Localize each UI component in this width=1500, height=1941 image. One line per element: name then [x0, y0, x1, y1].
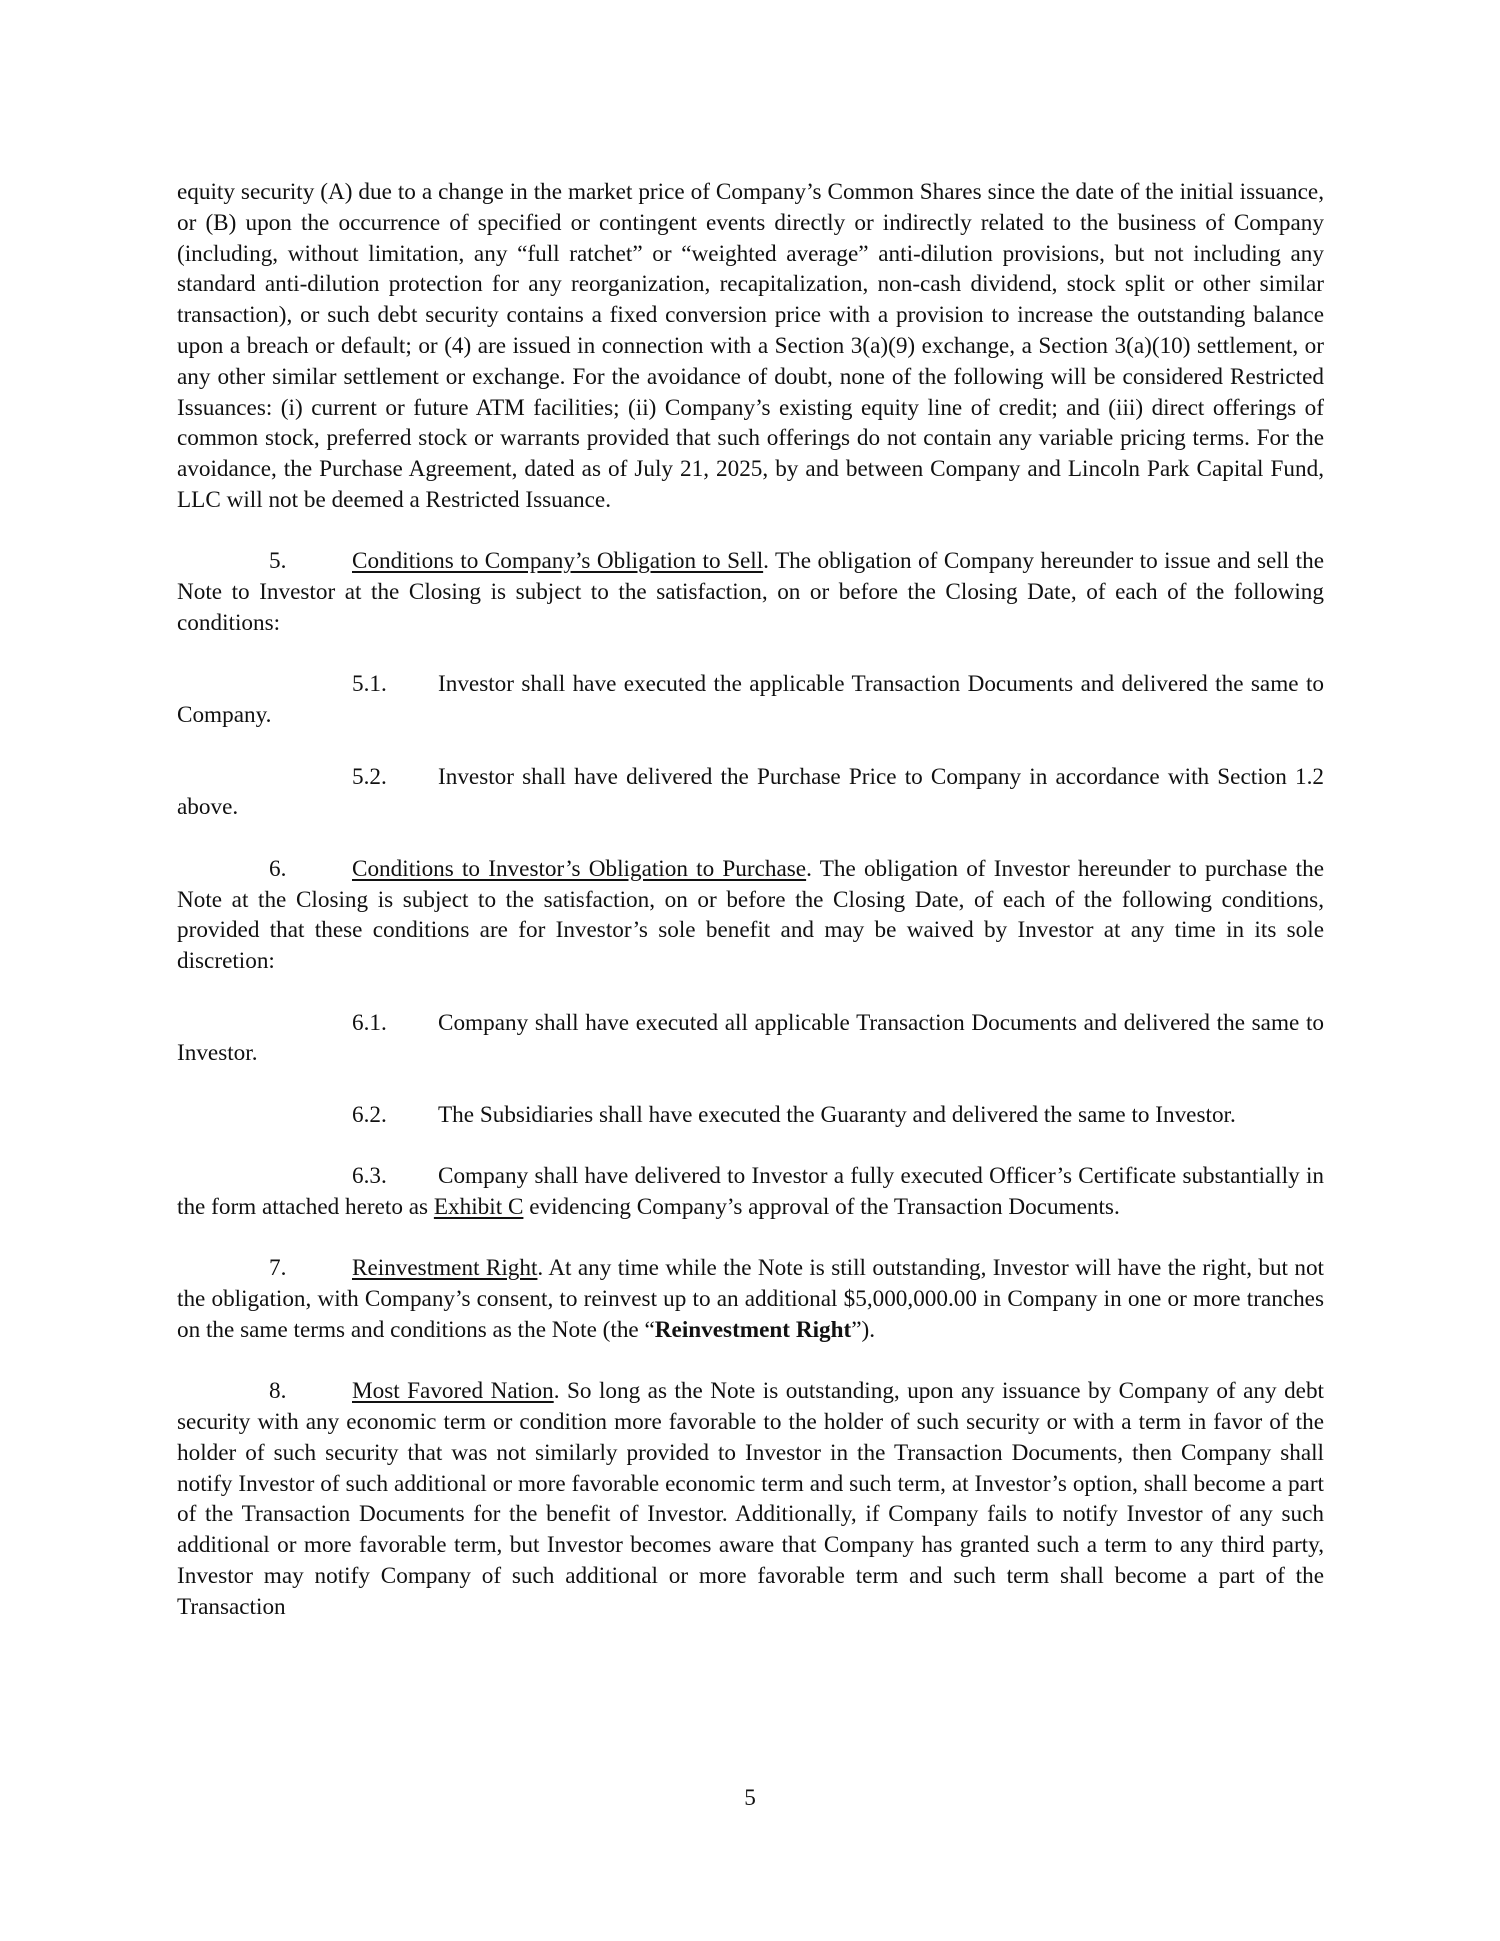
- section-6-1: [177, 1008, 1324, 1070]
- section-heading: Conditions to Investor’s Obligation to Purchase: [352, 855, 807, 882]
- section-5-1: [177, 669, 1324, 731]
- section-5-2: [177, 762, 1324, 824]
- section-8: [177, 1376, 1324, 1622]
- defined-term: Reinvestment Right: [654, 1316, 852, 1343]
- exhibit-reference: Exhibit C: [433, 1193, 524, 1220]
- section-body: . The obligation of Company hereunder to issue and sell the Note to Investor at the Closing is subject to the satisfaction, on or before the Closing Date, of each of the following conditions:: [177, 548, 1324, 636]
- section-heading: Reinvestment Right: [352, 1255, 538, 1282]
- section-number: 8.: [269, 1378, 287, 1405]
- page-number: 5: [744, 1785, 756, 1811]
- subsection-body: Company shall have delivered to Investor a fully executed Officer’s Certificate substantially in the form attached hereto as: [177, 1163, 1324, 1220]
- section-7: [177, 1253, 1324, 1345]
- section-number: 7.: [269, 1255, 287, 1282]
- section-body-end: ”).: [851, 1316, 876, 1343]
- subsection-number: 5.2.: [352, 763, 387, 790]
- document-page: [177, 177, 1324, 1623]
- section-body: . The obligation of Investor hereunder to purchase the Note at the Closing is subject to the satisfaction, on or before the Closing Date, of each of the following conditions, provided that these conditions are for Investor’s sole benefit and may be waived by Investor at any time in its sole discretion:: [177, 855, 1324, 975]
- section-body: . So long as the Note is outstanding, upon any issuance by Company of any debt security with any economic term or condition more favorable to the holder of such security or with a term in favor of the holder of such security that was not similarly provided to Investor in the Transaction Documents, then Company shall notify Investor of such additional or more favorable economic term and such term, at Investor’s option, shall become a part of the Transaction Documents for the benefit of Investor. Additionally, if Company fails to notify Investor of any such additional or more favorable term, but Investor becomes aware that Company has granted such a term to any third party, Investor may notify Company of such additional or more favorable term and such term shall become a part of the Transaction: [177, 1378, 1324, 1620]
- section-6: [177, 854, 1324, 977]
- section-6-2: [177, 1100, 1324, 1131]
- paragraph-continuation: equity security (A) due to a change in the market price of Company’s Common Shares since the date of the initial issuance, or (B) upon the occurrence of specified or contingent events directly or indirectly related to the business of Company (including, without limitation, any “full ratchet” or “weighted average” anti-dilution provisions, but not including any standard anti-dilution protection for any reorganization, recapitalization, non-cash dividend, stock split or other similar transaction), or such debt security contains a fixed conversion price with a provision to increase the outstanding balance upon a breach or default; or (4) are issued in connection with a Section 3(a)(9) exchange, a Section 3(a)(10) settlement, or any other similar settlement or exchange. For the avoidance of doubt, none of the following will be considered Restricted Issuances: (i) current or future ATM facilities; (ii) Company’s existing equity line of credit; and (iii) direct offerings of common stock, preferred stock or warrants provided that such offerings do not contain any variable pricing terms. For the avoidance, the Purchase Agreement, dated as of July 21, 2025, by and between Company and Lincoln Park Capital Fund, LLC will not be deemed a Restricted Issuance.: [177, 179, 1324, 513]
- section-heading: Conditions to Company’s Obligation to Sell: [352, 548, 764, 575]
- subsection-number: 6.1.: [352, 1009, 387, 1036]
- section-body: . At any time while the Note is still outstanding, Investor will have the right, but not the obligation, with Company’s consent, to reinvest up to an additional $5,000,000.00 in Company in one or more tranches on the same terms and conditions as the Note (the “: [177, 1255, 1324, 1343]
- section-number: 6.: [269, 855, 287, 882]
- subsection-body: Investor shall have delivered the Purchase Price to Company in accordance with Section 1.2 above.: [177, 763, 1324, 821]
- subsection-body-end: evidencing Company’s approval of the Transaction Documents.: [523, 1193, 1120, 1220]
- subsection-body: Company shall have executed all applicable Transaction Documents and delivered the same to Investor.: [177, 1009, 1324, 1067]
- subsection-number: 5.1.: [352, 671, 387, 698]
- subsection-body: The Subsidiaries shall have executed the Guaranty and delivered the same to Investor.: [438, 1101, 1236, 1128]
- section-6-3: [177, 1161, 1324, 1223]
- section-number: 5.: [269, 548, 287, 575]
- section-heading: Most Favored Nation: [352, 1378, 554, 1405]
- subsection-body: Investor shall have executed the applicable Transaction Documents and delivered the same to Company.: [177, 671, 1324, 729]
- subsection-number: 6.3.: [352, 1163, 387, 1190]
- subsection-number: 6.2.: [352, 1101, 387, 1128]
- section-5: [177, 546, 1324, 638]
